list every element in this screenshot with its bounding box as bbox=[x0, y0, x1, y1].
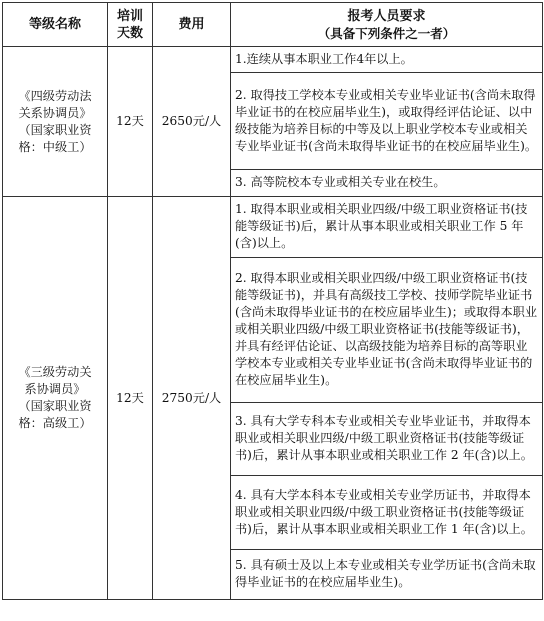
header-requirements-title: 报考人员要求 bbox=[347, 8, 426, 24]
level-name-line: 《三级劳动关 bbox=[18, 365, 92, 379]
requirement-item: 4. 具有大学本科本专业或相关专业学历证书，并取得本职业或相关职业四级/中级工职业资格证书(技能等级证书)后，累计从事本职业或相关职业工作 1 年(含)以上。 bbox=[231, 476, 543, 550]
header-level-name: 等级名称 bbox=[3, 3, 108, 47]
table-row bbox=[3, 197, 543, 258]
header-training-days bbox=[108, 3, 153, 47]
requirement-item: 1. 取得本职业或相关职业四级/中级工职业资格证书(技能等级证书)后，累计从事本职业或相关职业工作 5 年(含)以上。 bbox=[231, 197, 543, 258]
header-fee: 费用 bbox=[153, 3, 231, 47]
level-name-line: （国家职业资 bbox=[18, 399, 92, 413]
fee-cell: 2750元/人 bbox=[153, 197, 231, 600]
requirement-item: 3. 具有大学专科本专业或相关专业毕业证书，并取得本职业或相关职业四级/中级工职业资格证书(技能等级证书)后，累计从事本职业或相关职业工作 2 年(含)以上。 bbox=[231, 403, 543, 476]
level-name-line: 关系协调员》 bbox=[18, 105, 92, 120]
level-name-cell bbox=[3, 197, 108, 600]
requirement-item: 1.连续从事本职业工作4年以上。 bbox=[231, 47, 543, 73]
level-name-line: 格：中级工） bbox=[18, 139, 92, 154]
level-name-cell bbox=[3, 47, 108, 197]
requirement-item: 2. 取得技工学校本专业或相关专业毕业证书(含尚未取得毕业证书的在校应届毕业生)，或取得经评估论证、以中级技能为培养目标的中等及以上职业学校本专业或相关专业毕业证书(含尚未取得毕业证书的在校应届毕业生)。 bbox=[231, 73, 543, 170]
training-days-cell: 12天 bbox=[108, 197, 153, 600]
table-row bbox=[3, 47, 543, 73]
training-fee-table bbox=[2, 2, 543, 600]
level-name-line: （国家职业资 bbox=[18, 122, 92, 137]
requirement-item: 5. 具有硕士及以上本专业或相关专业学历证书(含尚未取得毕业证书的在校应届毕业生)。 bbox=[231, 550, 543, 600]
header-requirements bbox=[231, 3, 543, 47]
fee-cell: 2650元/人 bbox=[153, 47, 231, 197]
header-days-line1: 培训 bbox=[116, 8, 143, 24]
requirement-item: 2. 取得本职业或相关职业四级/中级工职业资格证书(技能等级证书)，并具有高级技工学校、技师学院毕业证书(含尚未取得毕业证书的在校应届毕业生)；或取得本职业或相关职业四级/中级工职业资格证书(技能等级证书)，并具有经评估论证、以高级技能为培养目标的高等职业学校本专业或相关专业毕业证书(含尚未取得毕业证书的在校应届毕业生)。 bbox=[231, 258, 543, 403]
requirement-item: 3. 高等院校本专业或相关专业在校生。 bbox=[231, 170, 543, 197]
level-name-line: 格：高级工） bbox=[18, 416, 92, 430]
training-days-cell: 12天 bbox=[108, 47, 153, 197]
header-days-line2: 天数 bbox=[116, 25, 143, 41]
level-name-line: 《四级劳动法 bbox=[18, 88, 92, 103]
header-row bbox=[3, 3, 543, 47]
level-name-line: 系协调员》 bbox=[24, 382, 86, 396]
header-requirements-subtitle: （具备下列条件之一者） bbox=[317, 25, 456, 41]
